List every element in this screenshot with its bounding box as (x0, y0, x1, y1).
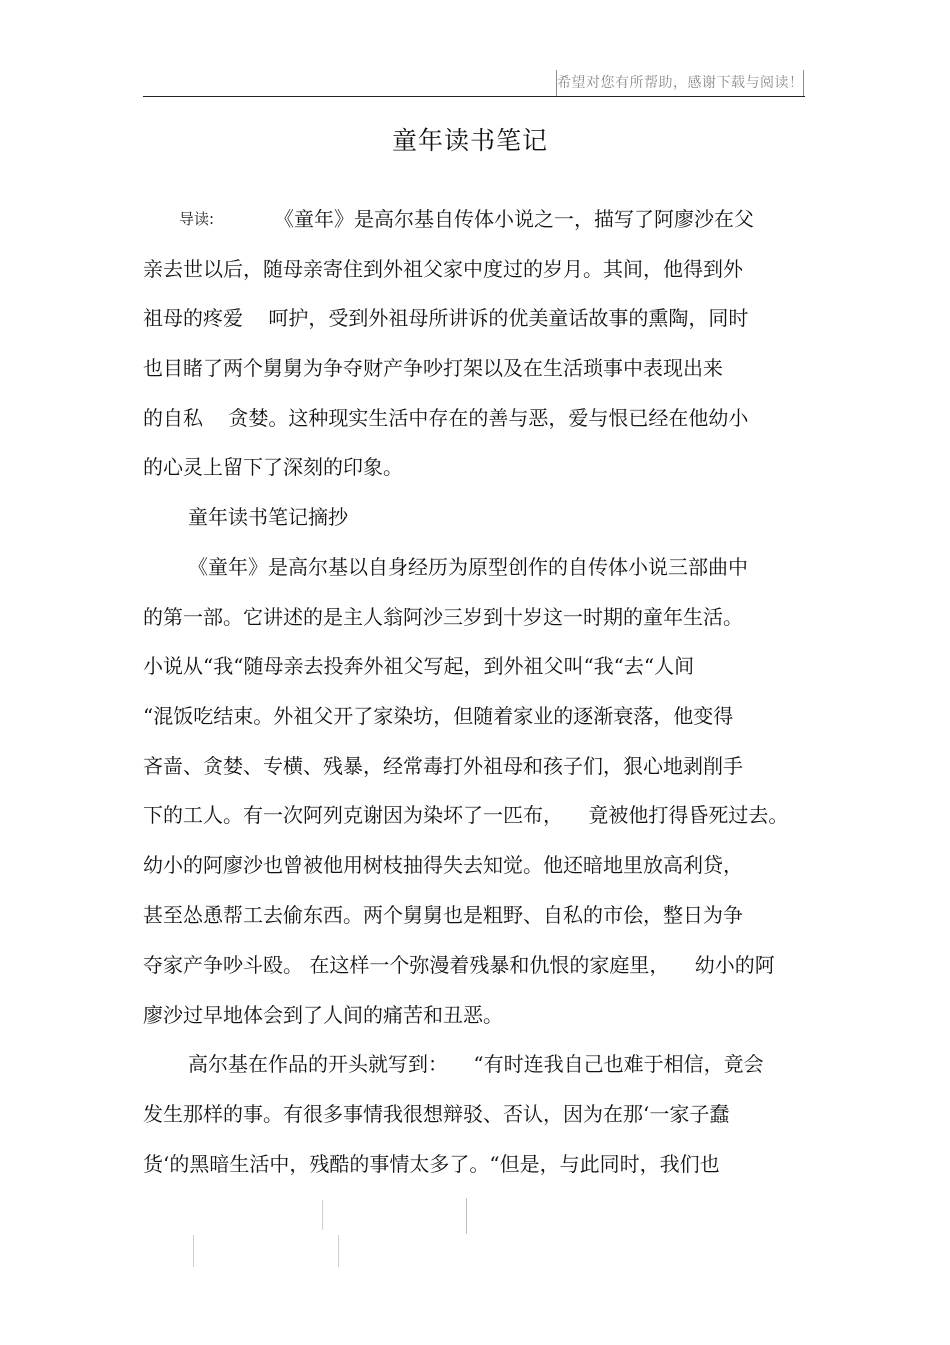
body-line: 也目睹了两个舅舅为争夺财产争吵打架以及在生活琐事中表现出来 (143, 356, 723, 380)
body-line: 幼小的阿廖沙也曾被他用树枝抽得失去知觉。他还暗地里放高利贷， (143, 853, 743, 877)
body-line: 夺家产争吵斗殴。 在这样一个弥漫着残暴和仇恨的家庭里， 幼小的阿 (143, 953, 775, 977)
body-line: 吝啬、贪婪、专横、残暴，经常毒打外祖母和孩子们，狠心地剥削手 (143, 754, 743, 778)
scan-artifact-line (193, 1235, 194, 1267)
body-line: 的自私 贪婪。这种现实生活中存在的善与恶，爱与恨已经在他幼小 (143, 406, 749, 430)
scan-artifact-line (466, 1198, 467, 1234)
body-line: 祖母的疼爱 呵护，受到外祖母所讲诉的优美童话故事的熏陶，同时 (143, 306, 749, 330)
header-note: 希望对您有所帮助，感谢下载与阅读！ (556, 70, 804, 97)
body-line: 《童年》是高尔基自传体小说之一，描写了阿廖沙在父 (274, 207, 754, 231)
body-line: 亲去世以后，随母亲寄住到外祖父家中度过的岁月。其间，他得到外 (143, 257, 743, 281)
body-line: 货‘的黑暗生活中，残酷的事情太多了。“但是，与此同时，我们也 (143, 1152, 720, 1176)
body-line: 发生那样的事。有很多事情我很想辩驳、否认，因为在那‘一家子蠢 (143, 1102, 730, 1126)
body-line: 高尔基在作品的开头就写到： “有时连我自己也难于相信，竟会 (188, 1052, 764, 1076)
body-line: 廖沙过早地体会到了人间的痛苦和丑恶。 (143, 1003, 503, 1027)
body-line: 的心灵上留下了深刻的印象。 (143, 455, 403, 479)
body-line: 《童年》是高尔基以自身经历为原型创作的自传体小说三部曲中 (188, 555, 748, 579)
body-line: 的第一部。它讲述的是主人翁阿沙三岁到十岁这一时期的童年生活。 (143, 605, 743, 629)
lead-label: 导读: (179, 210, 215, 228)
scan-artifact-line (338, 1235, 339, 1267)
body-line: “混饭吃结束。外祖父开了家染坊，但随着家业的逐渐衰落，他变得 (143, 704, 734, 728)
page-title: 童年读书笔记 (391, 126, 548, 155)
body-line: 下的工人。有一次阿列克谢因为染坏了一匹布， 竟被他打得昏死过去。 (143, 803, 789, 827)
section-heading: 童年读书笔记摘抄 (188, 505, 348, 529)
header-divider (143, 96, 805, 97)
scan-artifact-line (322, 1200, 323, 1230)
body-line: 甚至怂恿帮工去偷东西。两个舅舅也是粗野、自私的市侩，整日为争 (143, 903, 743, 927)
body-line: 小说从“我“随母亲去投奔外祖父写起，到外祖父叫“我“去“人间 (143, 654, 695, 678)
